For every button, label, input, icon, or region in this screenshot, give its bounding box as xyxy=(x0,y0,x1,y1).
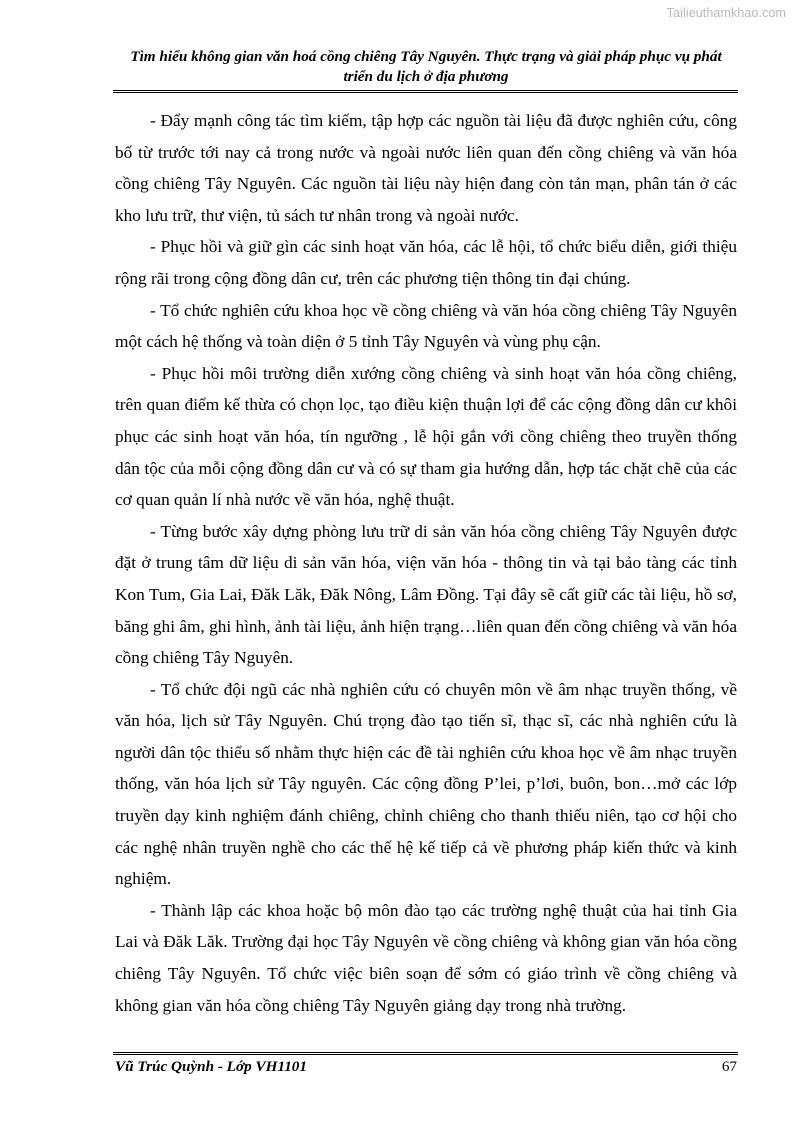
paragraph: - Tổ chức nghiên cứu khoa học về cồng chiêng và văn hóa cồng chiêng Tây Nguyên một cách hệ thống và toàn diện ở 5 tỉnh Tây Nguyên và vùng phụ cận. xyxy=(115,300,737,352)
header-divider xyxy=(113,90,738,93)
paragraph: - Tổ chức đội ngũ các nhà nghiên cứu có chuyên môn về âm nhạc truyền thống, về văn hóa, lịch sử Tây Nguyên. Chú trọng đào tạo tiến sĩ, thạc sĩ, các nhà nghiên cứu là người dân tộc thiểu số nhằm thực hiện các đề tài nghiên cứu khoa học về âm nhạc truyền thống, văn hóa lịch sử Tây nguyên. Các cộng đồng P’lei, p’lơi, buôn, bon…mở các lớp truyền dạy kinh nghiệm đánh chiêng, chỉnh chiêng cho thanh thiếu niên, tạo cơ hội cho các nghệ nhân truyền nghề cho các thế hệ kế tiếp cả về phương pháp kiến thức và kinh nghiệm. xyxy=(115,679,737,889)
page-number: 67 xyxy=(721,1058,737,1075)
paragraph: - Phục hồi và giữ gìn các sinh hoạt văn hóa, các lễ hội, tổ chức biểu diễn, giới thiệu rộng rãi trong cộng đồng dân cư, trên các phương tiện thông tin đại chúng. xyxy=(115,237,737,288)
paragraph: - Từng bước xây dựng phòng lưu trữ di sản văn hóa cồng chiêng Tây Nguyên được đặt ở trung tâm dữ liệu di sản văn hóa, viện văn hóa - thông tin và tại bảo tàng các tỉnh Kon Tum, Gia Lai, Đăk Lăk, Đăk Nông, Lâm Đồng. Tại đây sẽ cất giữ các tài liệu, hồ sơ, băng ghi âm, ghi hình, ảnh tài liệu, ảnh hiện trạng…liên quan đến cồng chiêng và văn hóa cồng chiêng Tây Nguyên. xyxy=(115,521,737,668)
paragraph: - Thành lập các khoa hoặc bộ môn đào tạo các trường nghệ thuật của hai tỉnh Gia Lai và Đăk Lăk. Trường đại học Tây Nguyên về cồng chiêng và không gian văn hóa cồng chiêng Tây Nguyên. Tổ chức việc biên soạn để sớm có giáo trình về cồng chiêng và không gian văn hóa cồng chiêng Tây Nguyên giảng dạy trong nhà trường. xyxy=(115,900,737,1015)
paragraph: - Phục hồi môi trường diễn xướng cồng chiêng và sinh hoạt văn hóa cồng chiêng, trên quan điểm kế thừa có chọn lọc, tạo điều kiện thuận lợi để các cộng đồng dân cư khôi phục các sinh hoạt văn hóa, tín ngưỡng , lễ hội gắn với cồng chiêng theo truyền thống dân tộc của mỗi cộng đồng dân cư và có sự tham gia hướng dẫn, hợp tác chặt chẽ của các cơ quan quản lí nhà nước về văn hóa, nghệ thuật. xyxy=(115,363,737,510)
paragraph: - Đẩy mạnh công tác tìm kiếm, tập hợp các nguồn tài liệu đã được nghiên cứu, công bố từ trước tới nay cả trong nước và ngoài nước liên quan đến cồng chiêng và văn hóa cồng chiêng Tây Nguyên. Các nguồn tài liệu này hiện đang còn tản mạn, phân tán ở các kho lưu trữ, thư viện, tủ sách tư nhân trong và ngoài nước. xyxy=(115,111,737,225)
running-header: Tìm hiểu không gian văn hoá cồng chiêng Tây Nguyên. Thực trạng và giải pháp phục vụ phát triển du lịch ở địa phương xyxy=(130,48,722,85)
footer-divider xyxy=(113,1052,738,1055)
watermark-text: Tailieuthamkhao.com xyxy=(666,6,786,20)
document-body xyxy=(115,105,737,1021)
footer-author: Vũ Trúc Quỳnh - Lớp VH1101 xyxy=(115,1058,307,1075)
